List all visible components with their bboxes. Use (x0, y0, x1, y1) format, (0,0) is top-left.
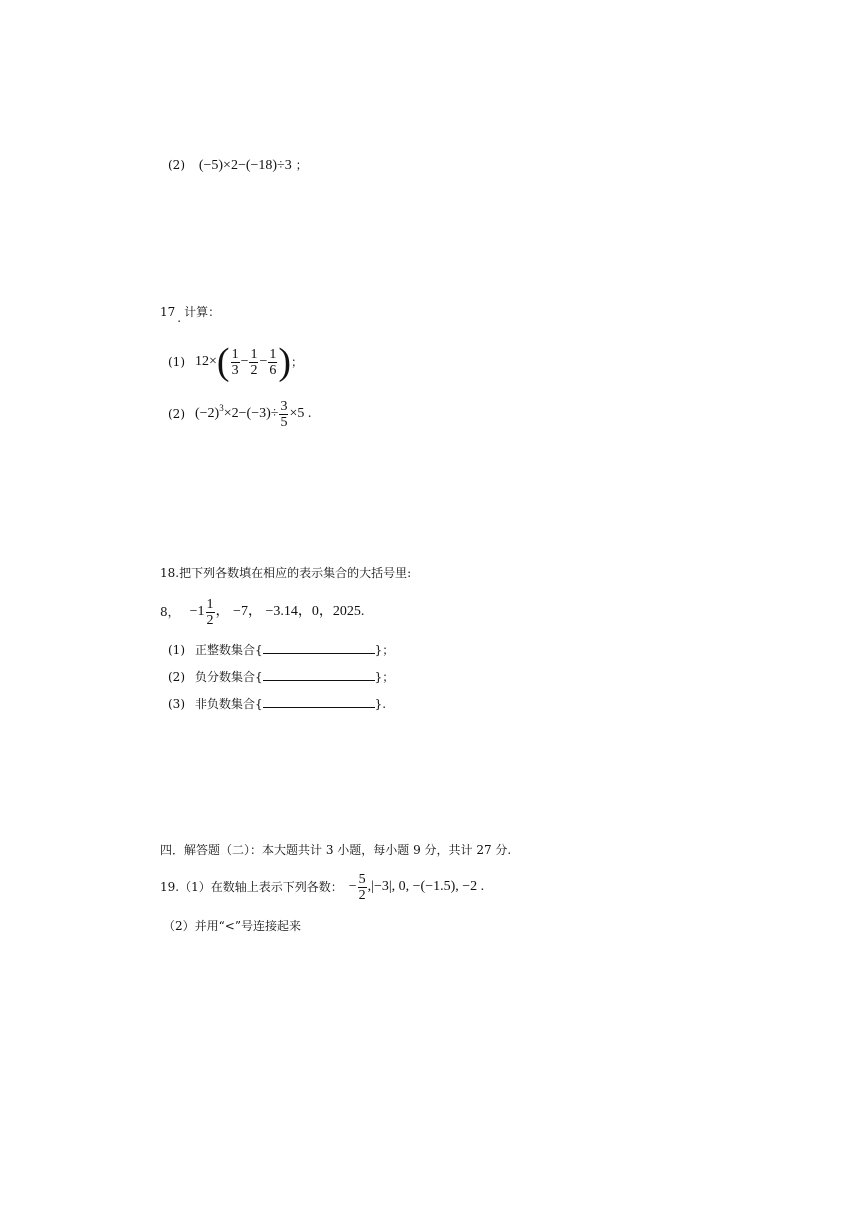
q17-part1-open-paren: ( (216, 341, 230, 383)
q17-part2-base: (−2) (195, 406, 220, 421)
q19-minus: − (348, 879, 357, 894)
q17-dot: . (177, 311, 182, 325)
q16-part2-expression: (−5)×2−(−18)÷3 (198, 158, 292, 173)
fraction-denominator: 5 (280, 414, 288, 430)
q18-mixed-fraction (206, 597, 215, 628)
q18-item-end: }. (374, 697, 387, 711)
q17-part1-lead: 12× (195, 354, 217, 369)
q17-part1 (168, 340, 303, 384)
q17-heading (160, 304, 221, 325)
q19-part1 (160, 868, 484, 906)
fraction-numerator: 3 (280, 398, 288, 414)
q17-part1-close-paren: ) (278, 341, 292, 383)
q18-item-label: (3) (168, 697, 185, 711)
q17-title: 计算： (184, 305, 221, 319)
q18-numbers-start: 8， (160, 605, 180, 619)
minus-sign: − (240, 354, 249, 369)
q18-numbers-rest: ， −7， −3.14，0，2025. (215, 604, 365, 619)
fraction-denominator: 2 (358, 887, 366, 903)
fraction-numerator: 1 (231, 346, 239, 362)
q17-part2-label: (2) (168, 407, 185, 421)
q17-part2-middle: ×2−(−3)÷ (223, 406, 279, 421)
q17-part1-label: (1) (168, 355, 185, 369)
q16-part2-label: (2) (168, 158, 185, 172)
q16-part2-end: ； (295, 158, 308, 172)
q19-fraction (358, 872, 367, 903)
q17-part1-fraction-1 (231, 347, 240, 378)
q18-item-text: 非负数集合{ (195, 697, 263, 711)
fraction-denominator: 2 (206, 612, 214, 628)
q17-part1-fraction-3 (268, 347, 277, 378)
fraction-numerator: 5 (358, 871, 366, 887)
q19-part2: （2）并用“<”号连接起来 (163, 919, 301, 933)
fraction-numerator: 1 (250, 346, 258, 362)
q18-item-label: (1) (168, 643, 185, 657)
q18-item-1 (168, 641, 394, 658)
answer-blank[interactable] (263, 668, 375, 681)
fraction-denominator: 3 (231, 362, 239, 378)
q18-title: 18.把下列各数填在相应的表示集合的大括号里: (160, 566, 412, 580)
fraction-denominator: 6 (269, 362, 277, 378)
q16-part2 (168, 157, 308, 174)
q18-item-text: 正整数集合{ (195, 643, 263, 657)
q17-part2-fraction (279, 399, 288, 430)
q19-rest: ,|−3|, 0, −(−1.5), −2 . (367, 879, 485, 894)
answer-blank[interactable] (263, 695, 375, 708)
q18-item-2 (168, 668, 394, 685)
q17-number: 17 (160, 305, 176, 319)
answer-blank[interactable] (263, 641, 375, 654)
q18-mixed-whole: −1 (189, 604, 205, 619)
minus-sign: − (259, 354, 268, 369)
fraction-denominator: 2 (250, 362, 258, 378)
q17-part2 (168, 396, 311, 432)
q18-item-label: (2) (168, 670, 185, 684)
fraction-numerator: 1 (206, 596, 214, 612)
q19-lead: 19.（1）在数轴上表示下列各数： (160, 880, 343, 894)
q17-part2-exponent: 3 (219, 403, 224, 413)
q17-part1-fraction-2 (249, 347, 258, 378)
q17-part1-end: ； (291, 355, 304, 369)
q18-item-text: 负分数集合{ (195, 670, 263, 684)
fraction-numerator: 1 (269, 346, 277, 362)
q18-item-3 (168, 695, 386, 712)
q17-part2-tail: ×5 . (289, 406, 312, 421)
section4-title: 四．解答题（二）：本大题共计 3 小题，每小题 9 分，共计 27 分. (160, 843, 512, 857)
q18-item-end: }； (374, 643, 395, 657)
q18-numbers (160, 594, 364, 630)
q18-item-end: }； (374, 670, 395, 684)
